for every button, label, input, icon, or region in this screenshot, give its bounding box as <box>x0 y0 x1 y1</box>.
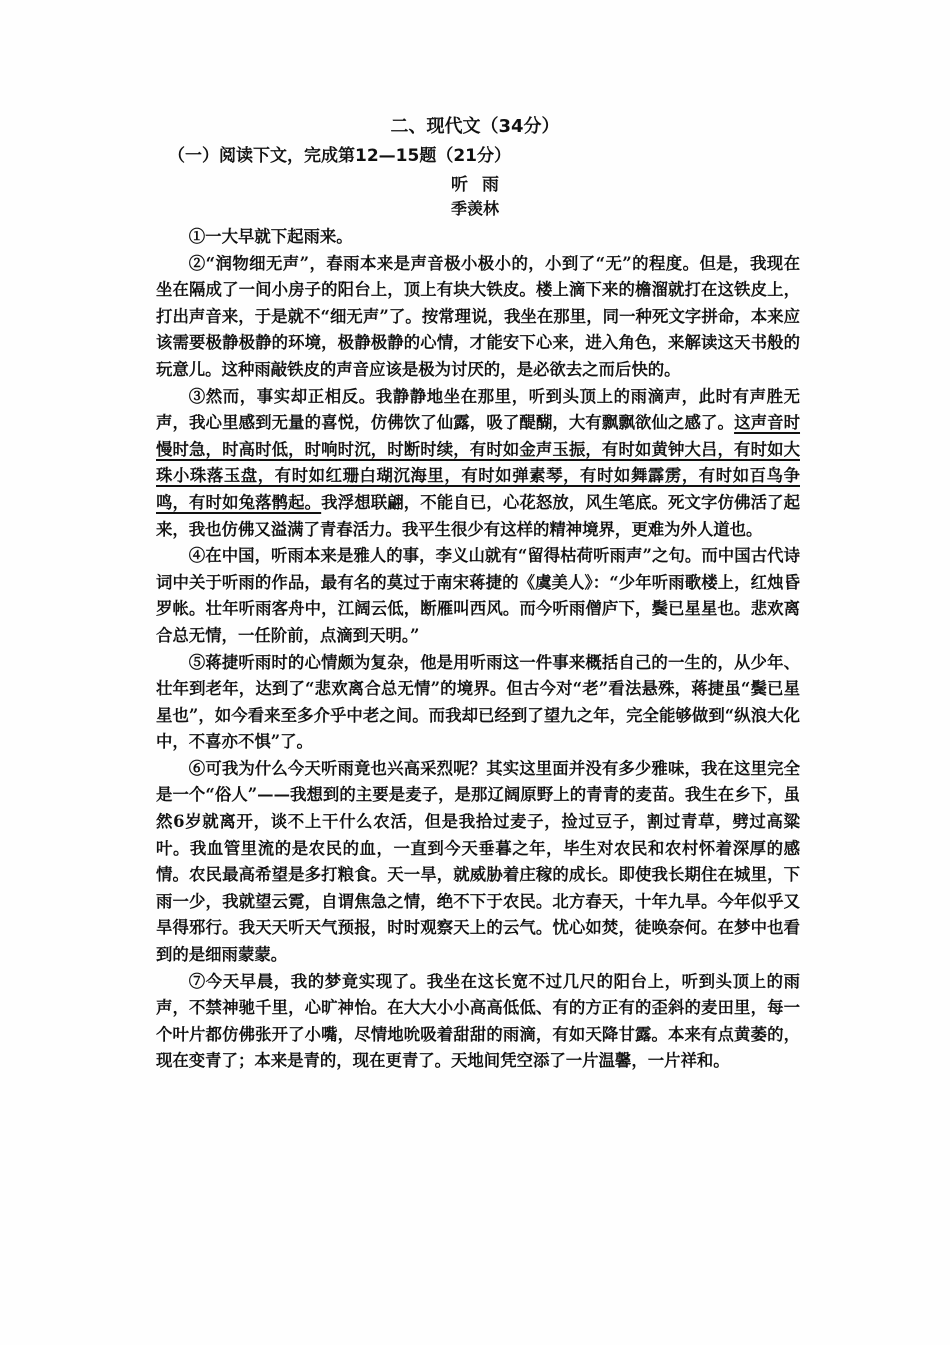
paragraph-text: ⑤蒋捷听雨时的心情颇为复杂，他是用听雨这一件事来概括自己的一生的，从少年、壮年到老年，达到了“悲欢离合总无情”的境界。但古今对“老”看法悬殊，蒋捷虽“鬓已星星也”，如今看来至多介乎中老之间。而我却已经到了望九之年，完全能够做到“纵浪大化中，不喜亦不惧”了。 <box>156 652 800 752</box>
subsection-title: （一）阅读下文，完成第12—15题（21分） <box>168 146 511 166</box>
paragraph-text: ⑥可我为什么今天听雨竟也兴高采烈呢？其实这里面并没有多少雅味，我在这里完全是一个“俗人”——我想到的主要是麦子，是那辽阔原野上的青青的麦苗。我生在乡下，虽然6岁就离开，谈不上干什么农活，但是我拾过麦子，捡过豆子，割过青草，劈过高粱叶。我血管里流的是农民的血，一直到今天垂暮之年，毕生对农民和农村怀着深厚的感情。农民最高希望是多打粮食。天一旱，就威胁着庄稼的成长。即使我长期住在城里，下雨一少，我就望云霓，自谓焦急之情，绝不下于农民。北方春天，十年九旱。今年似乎又旱得邪行。我天天听天气预报，时时观察天上的云气。忧心如焚，徒唤奈何。在梦中也看到的是细雨蒙蒙。 <box>156 758 800 965</box>
paragraph-text: ①一大早就下起雨来。 <box>188 227 353 246</box>
essay-title: 听雨 <box>451 175 513 195</box>
paragraph-5 <box>156 650 800 756</box>
paragraph-text: ⑦今天早晨，我的梦竟实现了。我坐在这长宽不过几尺的阳台上，听到头顶上的雨声，不禁神驰千里，心旷神怡。在大大小小高高低低、有的方正有的歪斜的麦田里，每一个叶片都仿佛张开了小嘴，尽情地吮吸着甜甜的雨滴，有如天降甘露。本来有点黄萎的，现在变青了；本来是青的，现在更青了。天地间凭空添了一片温馨，一片祥和。 <box>156 971 800 1071</box>
underlined-passage: 这声音时慢时急，时高时低，时响时沉，时断时续，有时如金声玉振，有时如黄钟大吕，有时如大珠小珠落玉盘，有时如红珊白瑚沉海里，有时如弹素琴，有时如舞霹雳，有时如百鸟争鸣，有时如兔落鹘起。 <box>156 413 801 512</box>
paragraph-text: ③然而，事实却正相反。我静静地坐在那里，听到头顶上的雨滴声，此时有声胜无声，我心里感到无量的喜悦，仿佛饮了仙露，吸了醍醐，大有飘飘欲仙之感了。 <box>156 386 800 433</box>
essay-author: 季羡林 <box>450 199 499 218</box>
paragraph-4 <box>156 543 800 649</box>
paragraph-text-continued: 我浮想联翩，不能自已，心花怒放，风生笔底。死文字仿佛活了起来，我也仿佛又溢满了青春活力。我平生很少有这样的精神境界，更难为外人道也。 <box>156 492 801 539</box>
section-title: 二、现代文（34分） <box>390 116 560 137</box>
paragraph-1 <box>156 224 800 251</box>
paragraph-6 <box>156 756 800 969</box>
paragraph-text: ④在中国，听雨本来是雅人的事，李义山就有“留得枯荷听雨声”之句。而中国古代诗词中关于听雨的作品，最有名的莫过于南宋蒋捷的《虞美人》：“少年听雨歌楼上，红烛昏罗帐。壮年听雨客舟中，江阔云低，断雁叫西风。而今听雨僧庐下，鬓已星星也。悲欢离合总无情，一任阶前，点滴到天明。” <box>156 546 800 645</box>
paragraph-2 <box>156 251 800 384</box>
paragraph-7 <box>156 969 800 1075</box>
paragraph-3 <box>156 384 800 544</box>
essay-body <box>156 224 800 1075</box>
paragraph-text: ②“润物细无声”，春雨本来是声音极小极小的，小到了“无”的程度。但是，我现在坐在隔成了一间小房子的阳台上，顶上有块大铁皮。楼上滴下来的檐溜就打在这铁皮上，打出声音来，于是就不“细无声”了。按常理说，我坐在那里，同一种死文字拼命，本来应该需要极静极静的环境，极静极静的心情，才能安下心来，进入角色，来解读这天书般的玩意儿。这种雨敲铁皮的声音应该是极为讨厌的，是必欲去之而后快的。 <box>156 253 800 379</box>
